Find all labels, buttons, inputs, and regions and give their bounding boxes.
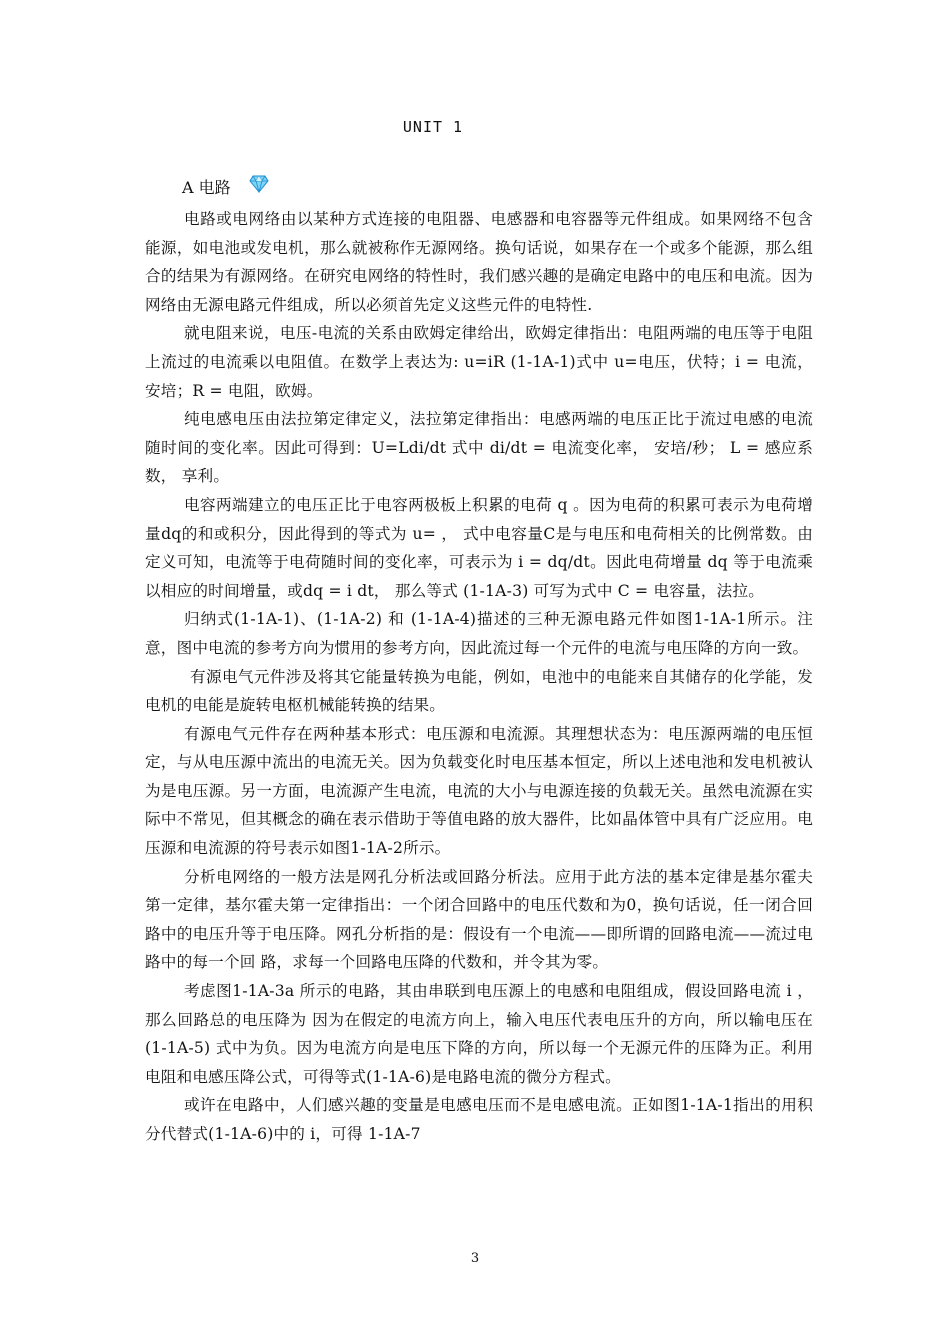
paragraph-4: 电容两端建立的电压正比于电容两极板上积累的电荷 q 。因为电荷的积累可表示为电荷增量dq的和或积分，因此得到的等式为 u= ， 式中电容量C是与电压和电荷相关的比例常数。由定义可知，电流等于电荷随时间的变化率，可表示为 i = dq/dt。因此电荷增量 dq 等于电流乘以相应的时间增量，或dq = i dt， 那么等式 (1-1A-3) 可写为式中 C = 电容量，法拉。: [145, 495, 813, 600]
body-text: [145, 205, 813, 1149]
page-number: 3: [470, 1251, 480, 1266]
paragraph-6: 有源电气元件涉及将其它能量转换为电能，例如，电池中的电能来自其储存的化学能，发电机的电能是旋转电枢机械能转换的结果。: [145, 667, 813, 715]
paragraph-8: 分析电网络的一般方法是网孔分析法或回路分析法。应用于此方法的基本定律是基尔霍夫第一定律，基尔霍夫第一定律指出：一个闭合回路中的电压代数和为0，换句话说，任一闭合回路中的电压升等于电压降。网孔分析指的是：假设有一个电流——即所谓的回路电流——流过电路中的每一个回 路，求每一个回路电压降的代数和，并令其为零。: [145, 867, 813, 972]
paragraph-3: 纯电感电压由法拉第定律定义，法拉第定律指出：电感两端的电压正比于流过电感的电流随时间的变化率。因此可得到：U=Ldi/dt 式中 di/dt = 电流变化率， 安培/秒； L = 感应系数， 享利。: [145, 410, 813, 486]
unit-title: UNIT 1: [402, 118, 464, 136]
paragraph-7: 有源电气元件存在两种基本形式：电压源和电流源。其理想状态为：电压源两端的电压恒定，与从电压源中流出的电流无关。因为负载变化时电压基本恒定，所以上述电池和发电机被认为是电压源。另一方面，电流源产生电流，电流的大小与电源连接的负载无关。虽然电流源在实际中不常见，但其概念的确在表示借助于等值电路的放大器件，比如晶体管中具有广泛应用。电压源和电流源的符号表示如图1-1A-2所示。: [145, 724, 813, 858]
section-label: A 电路: [182, 178, 231, 197]
section-heading: [182, 175, 269, 201]
paragraph-2: 就电阻来说，电压-电流的关系由欧姆定律给出，欧姆定律指出：电阻两端的电压等于电阻上流过的电流乘以电阻值。在数学上表达为: u=iR (1-1A-1)式中 u=电压，伏特；i = 电流，安培；R = 电阻，欧姆。: [145, 324, 813, 400]
paragraph-1: 电路或电网络由以某种方式连接的电阻器、电感器和电容器等元件组成。如果网络不包含能源，如电池或发电机，那么就被称作无源网络。换句话说，如果存在一个或多个能源，那么组合的结果为有源网络。在研究电网络的特性时，我们感兴趣的是确定电路中的电压和电流。因为网络由无源电路元件组成，所以必须首先定义这些元件的电特性.: [145, 210, 813, 314]
paragraph-5: 归纳式(1-1A-1)、(1-1A-2) 和 (1-1A-4)描述的三种无源电路元件如图1-1A-1所示。注意，图中电流的参考方向为惯用的参考方向，因此流过每一个元件的电流与电压降的方向一致。: [145, 610, 813, 657]
paragraph-10: 或许在电路中，人们感兴趣的变量是电感电压而不是电感电流。正如图1-1A-1指出的用积分代替式(1-1A-6)中的 i，可得 1-1A-7: [145, 1096, 813, 1143]
paragraph-9: 考虑图1-1A-3a 所示的电路，其由串联到电压源上的电感和电阻组成，假设回路电流 i ，那么回路总的电压降为 因为在假定的电流方向上，输入电压代表电压升的方向，所以输电压在 (1-1A-5) 式中为负。因为电流方向是电压下降的方向，所以每一个无源元件的压降为正。利用电阻和电感压降公式，可得等式(1-1A-6)是电路电流的微分方程式。: [145, 982, 813, 1086]
diamond-icon: [249, 175, 269, 193]
